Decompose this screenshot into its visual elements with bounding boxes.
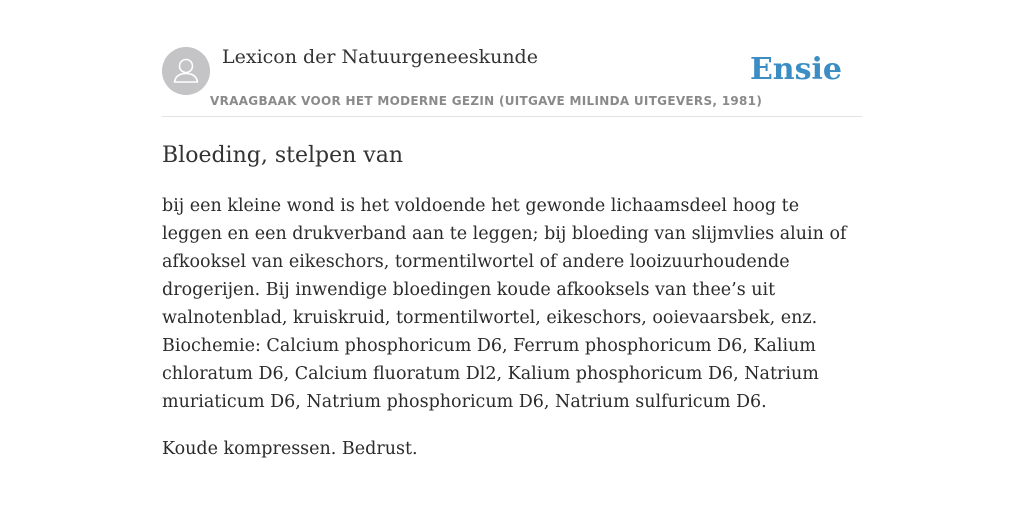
source-subtitle: VRAAGBAAK VOOR HET MODERNE GEZIN (UITGAVE MILINDA UITGEVERS, 1981) <box>210 94 763 108</box>
ensie-logo[interactable]: Ensie <box>749 52 842 87</box>
user-icon <box>162 47 210 95</box>
entry-paragraph: Koude kompressen. Bedrust. <box>162 439 418 459</box>
entry-header <box>162 44 862 117</box>
entry-title: Bloeding, stelpen van <box>162 143 403 168</box>
entry-paragraph: bij een kleine wond is het voldoende het gewonde lichaamsdeel hoog te leggen en een drukverband aan te leggen; bij bloeding van slijmvlies aluin of afkooksel van eikeschors, tormentilwortel of andere looizuurhoudende drogerijen. Bij inwendige bloedingen koude afkooksels van thee’s uit walnotenblad, kruiskruid, tormentilwortel, eikeschors, ooievaarsbek, enz. Biochemie: Calcium phosphoricum D6, Ferrum phosphoricum D6, Kalium chloratum D6, Calcium fluoratum Dl2, Kalium phosphoricum D6, Natrium muriaticum D6, Natrium phosphoricum D6, Natrium sulfuricum D6. <box>162 196 847 412</box>
entry-body <box>162 192 862 463</box>
entry-card <box>162 44 862 463</box>
avatar <box>162 47 210 95</box>
source-title[interactable]: Lexicon der Natuurgeneeskunde <box>222 46 538 68</box>
